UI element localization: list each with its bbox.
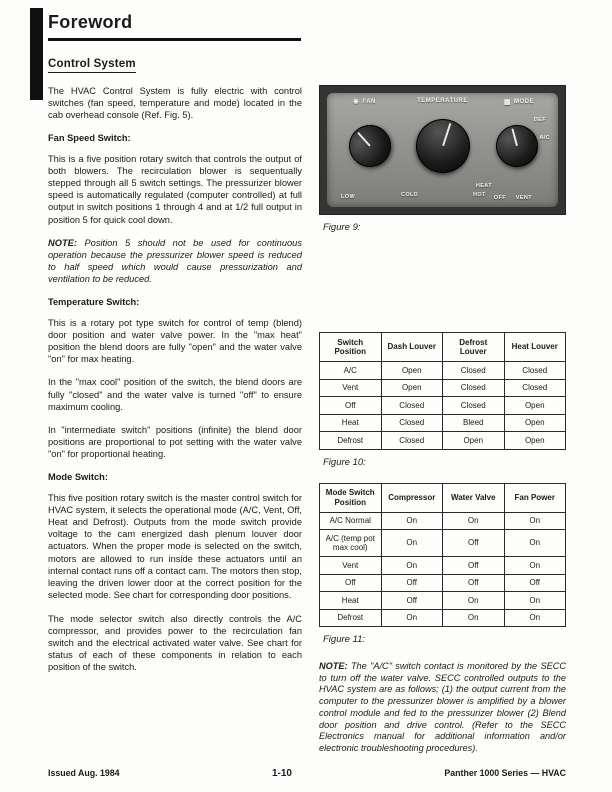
- bleed-tab: [30, 8, 43, 100]
- louver-position-table: [319, 332, 566, 450]
- cell: On: [504, 530, 566, 557]
- table-row: [320, 362, 566, 380]
- header-row: [320, 333, 566, 362]
- figure10-caption: Figure 10:: [323, 456, 366, 468]
- cell: Open: [504, 397, 566, 415]
- cell: A/C: [320, 362, 382, 380]
- fan-label: FAN: [362, 99, 376, 105]
- cell: Off: [320, 397, 382, 415]
- column-header: Compressor: [381, 483, 443, 512]
- note-label: NOTE:: [319, 661, 348, 671]
- cell: Off: [443, 557, 505, 575]
- table-row: [320, 574, 566, 592]
- fan-label-group: [353, 98, 376, 106]
- cell: Closed: [381, 414, 443, 432]
- cell: Off: [381, 574, 443, 592]
- fan-knob: [340, 116, 399, 175]
- table-row: [320, 414, 566, 432]
- cell: On: [381, 609, 443, 627]
- note-body: Position 5 should not be used for continuous operation because the pressurizer blower speed is reduced to half speed which would cause pressurization and ventilation to be reduced.: [48, 237, 302, 285]
- right-column: [319, 85, 566, 755]
- section-heading-control-system: Control System: [48, 58, 136, 73]
- cell: On: [443, 512, 505, 530]
- heading-temperature-switch: Temperature Switch:: [48, 296, 140, 307]
- cell: Off: [443, 574, 505, 592]
- table-row: [320, 397, 566, 415]
- cell: Heat: [320, 414, 382, 432]
- mode-switch-status-table: [319, 483, 566, 628]
- temperature-label: TEMPERATURE: [417, 98, 468, 104]
- cell: Open: [443, 432, 505, 450]
- note-body: The "A/C" switch contact is monitored by the SECC to turn off the water valve. SECC controlled outputs to the HVAC system are as follows; (1) the output current from the computer to the pressurizer blower is amplified by a blower control module and fed to the pressurizer blower (2) Blend door position and drive control. (Refer to the SECC Electronics manual for additional information and/or electronic troubleshooting procedures).: [319, 661, 566, 753]
- cell: Closed: [381, 432, 443, 450]
- table-row: [320, 530, 566, 557]
- temperature-p3: In "intermediate switch" positions (infinite) the blend door positions are proportional to pot setting with the water valve "on" for proportional heating.: [48, 425, 302, 460]
- control-system-intro: The HVAC Control System is fully electric with control switches (fan speed, temperature and mode) located in the cab overhead console (Ref. Fig. 5).: [48, 86, 302, 121]
- tick-heat: HEAT: [475, 183, 492, 189]
- fan-icon: ❋: [353, 99, 360, 106]
- table-row: [320, 512, 566, 530]
- tick-ac: A/C: [539, 135, 550, 141]
- cell: On: [504, 609, 566, 627]
- left-column: [48, 54, 302, 685]
- temperature-knob: [408, 112, 476, 180]
- cell: Off: [443, 530, 505, 557]
- column-header: Heat Louver: [504, 333, 566, 362]
- note-label: NOTE:: [48, 237, 77, 248]
- tick-off: OFF: [493, 195, 506, 201]
- column-header: Mode Switch Position: [320, 483, 382, 512]
- temperature-p1: This is a rotary pot type switch for control of temp (blend) door position and water valve power. In the "max heat" position the blend doors are fully "open" and the water valve "on" for max heating.: [48, 317, 302, 365]
- table-row: [320, 432, 566, 450]
- mode-label-group: [504, 98, 534, 106]
- table-row: [320, 379, 566, 397]
- heading-fan-speed-switch: Fan Speed Switch:: [48, 132, 131, 143]
- secc-note: [319, 661, 566, 755]
- page-footer: [48, 768, 566, 779]
- temperature-p2: In the "max cool" position of the switch, the blend doors are fully "closed" and the water valve is turned "off" to ensure maximum cooling.: [48, 377, 302, 412]
- footer-series: Panther 1000 Series — HVAC: [444, 768, 566, 778]
- tick-low: LOW: [341, 194, 356, 200]
- cell: Closed: [443, 397, 505, 415]
- cell: On: [504, 592, 566, 610]
- cell: A/C (temp pot max cool): [320, 530, 382, 557]
- title-block: [48, 12, 301, 41]
- column-header: Defrost Louver: [443, 333, 505, 362]
- cell: Open: [381, 379, 443, 397]
- cell: Defrost: [320, 609, 382, 627]
- cell: Closed: [443, 362, 505, 380]
- cell: On: [381, 512, 443, 530]
- cell: Off: [504, 574, 566, 592]
- cell: Closed: [504, 362, 566, 380]
- tick-hot: HOT: [473, 192, 486, 198]
- table-row: [320, 557, 566, 575]
- cell: Defrost: [320, 432, 382, 450]
- cell: On: [443, 609, 505, 627]
- cell: Bleed: [443, 414, 505, 432]
- footer-page-number: 1-10: [271, 768, 292, 779]
- cell: Off: [320, 574, 382, 592]
- tick-def: DEF: [533, 117, 546, 123]
- table-row: [320, 609, 566, 627]
- figure9-caption: Figure 9:: [323, 222, 361, 233]
- column-header: Switch Position: [320, 333, 382, 362]
- cell: Open: [381, 362, 443, 380]
- cell: Vent: [320, 379, 382, 397]
- vent-grille-icon: ▦: [503, 99, 511, 106]
- footer-issued: Issued Aug. 1984: [48, 768, 120, 778]
- heading-mode-switch: Mode Switch:: [48, 471, 108, 482]
- cell: Open: [504, 414, 566, 432]
- column-header: Dash Louver: [381, 333, 443, 362]
- fan-speed-body: This is a five position rotary switch that controls the output of both blowers. The recirculation blower is sequentually stepped through all 5 switch settings. The pressurizer blower speed is automatically regulated (computer controlled) at full output in switch positions 1 through 4 and at 1/2 full output in position 5 for quick cool down.: [48, 153, 302, 225]
- fan-speed-note: [48, 237, 302, 286]
- mode-knob: [491, 120, 542, 171]
- tick-cold: COLD: [401, 192, 419, 198]
- overhead-console-panel: [327, 93, 558, 207]
- cell: Closed: [504, 379, 566, 397]
- table-row: [320, 592, 566, 610]
- mode-p2: The mode selector switch also directly controls the A/C compressor, and provides power to the recirculation fan switch and the electrical activated water valve. See chart for status of each of these components in relation to each position of the switch.: [48, 613, 302, 673]
- cell: Vent: [320, 557, 382, 575]
- cell: Closed: [443, 379, 505, 397]
- cell: Heat: [320, 592, 382, 610]
- cell: On: [381, 530, 443, 557]
- column-header: Water Valve: [443, 483, 505, 512]
- column-header: Fan Power: [504, 483, 566, 512]
- cell: On: [381, 557, 443, 575]
- cell: On: [504, 557, 566, 575]
- header-row: [320, 483, 566, 512]
- figure11-caption: Figure 11:: [323, 634, 366, 645]
- mode-p1: This five position rotary switch is the master control switch for HVAC system, it selects the operational mode (A/C, Vent, Off, Heat and Defrost). Outputs from the mode switch provide voltage to the cam energized dash plenum louver door actuators. When the proper mode is selected on the switch, motors are allowed to run inside these actuators until an internal contact runs off a contact cam. The motors then stop, leaving the driven lower door at the correct position for the selected mode. See chart for corresponding door positions.: [48, 492, 302, 601]
- cell: On: [443, 592, 505, 610]
- cell: Off: [381, 592, 443, 610]
- figure9-photo: [319, 85, 566, 215]
- cell: Closed: [381, 397, 443, 415]
- cell: Open: [504, 432, 566, 450]
- page-title: Foreword: [48, 12, 301, 41]
- cell: A/C Normal: [320, 512, 382, 530]
- cell: On: [504, 512, 566, 530]
- tick-vent: VENT: [515, 195, 532, 201]
- mode-label: MODE: [514, 99, 534, 105]
